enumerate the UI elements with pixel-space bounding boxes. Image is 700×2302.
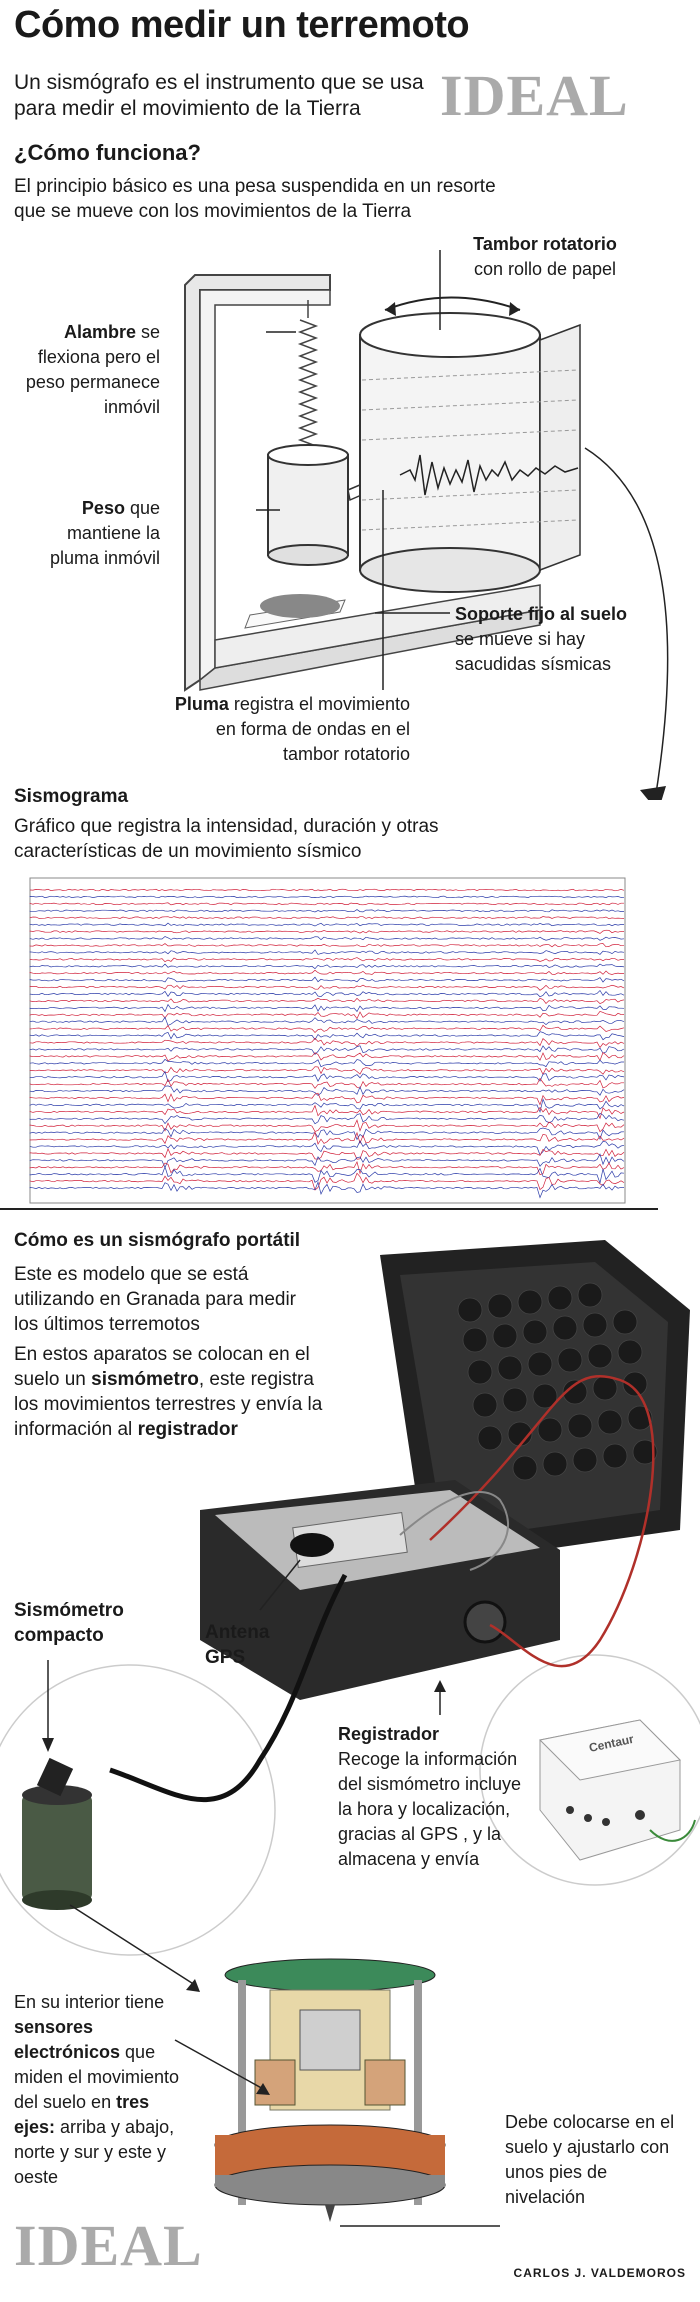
recorder-label-text: Recoge la información del sismómetro incluye la hora y localización, gracias al GPS , y la almacena y envía bbox=[338, 1749, 522, 1869]
pen-label-title: Pluma bbox=[174, 694, 229, 714]
page-subtitle: Un sismógrafo es el instrumento que se usa para medir el movimiento de la Tierra bbox=[14, 71, 424, 120]
recorder-term: registrador bbox=[137, 1419, 238, 1440]
wire-label-text: se flexiona pero el peso permanece inmóvil bbox=[25, 322, 160, 417]
sensors-term: sensores electrónicos bbox=[14, 2017, 121, 2062]
author-credit: CARLOS J. VALDEMOROS bbox=[513, 2266, 686, 2280]
drum-label-title: Tambor rotatorio bbox=[473, 234, 617, 254]
seismometer-label: Sismómetro compacto bbox=[14, 1600, 124, 1646]
axes-term: tres ejes: bbox=[14, 2092, 150, 2137]
wire-label-title: Alambre bbox=[63, 322, 136, 342]
seismogram-heading: Sismograma bbox=[14, 786, 129, 807]
ideal-logo: IDEAL bbox=[440, 63, 629, 128]
page-title: Cómo medir un terremoto bbox=[14, 4, 470, 46]
drum-label-text: con rollo de papel bbox=[473, 259, 617, 279]
portable-heading: Cómo es un sismógrafo portátil bbox=[14, 1230, 301, 1251]
sensor-text: que miden el movimiento del suelo en bbox=[14, 2042, 180, 2112]
weight-label-title: Peso bbox=[81, 498, 125, 518]
how-it-works-heading: ¿Cómo funciona? bbox=[14, 140, 201, 165]
sensor-interior bbox=[215, 1959, 445, 2222]
seismogram-text: Gráfico que registra la intensidad, duración y otras características de un movimiento sísmico bbox=[14, 816, 439, 862]
footer-logo: IDEAL bbox=[14, 2213, 203, 2278]
recorder-brand: Centaur bbox=[587, 1731, 635, 1755]
sensor-text: En su interior tiene bbox=[14, 1992, 165, 2012]
portable-intro: Este es modelo que se está utilizando en Granada para medir los últimos terremotos bbox=[14, 1264, 297, 1335]
recorder-label bbox=[338, 1722, 523, 1872]
support-label-text: se mueve si hay sacudidas sísmicas bbox=[455, 629, 612, 674]
compact-seismometer bbox=[22, 1758, 92, 1910]
explanation-part: , este registra los movimientos terrestres y envía la información al bbox=[14, 1369, 323, 1440]
leveling-note: Debe colocarse en el suelo y ajustarlo con unos pies de nivelación bbox=[505, 2112, 675, 2207]
how-it-works-text: El principio básico es una pesa suspendida en un resorte que se mueve con los movimientos de la Tierra bbox=[14, 176, 496, 222]
sensor-description bbox=[14, 1990, 184, 2190]
support-label-title: Soporte fijo al suelo bbox=[455, 604, 628, 624]
pen-label-text: registra el movimiento en forma de ondas en el tambor rotatorio bbox=[215, 694, 410, 764]
sensor-text: arriba y abajo, norte y sur y este y oeste bbox=[14, 2117, 175, 2187]
recorder-label-title: Registrador bbox=[338, 1724, 440, 1744]
weight-label-text: que mantiene la pluma inmóvil bbox=[49, 498, 160, 568]
seismometer-term: sismómetro bbox=[91, 1369, 199, 1390]
explanation-part: En estos aparatos se colocan en el suelo un bbox=[14, 1344, 310, 1390]
gps-label: Antena GPS bbox=[205, 1622, 270, 1668]
